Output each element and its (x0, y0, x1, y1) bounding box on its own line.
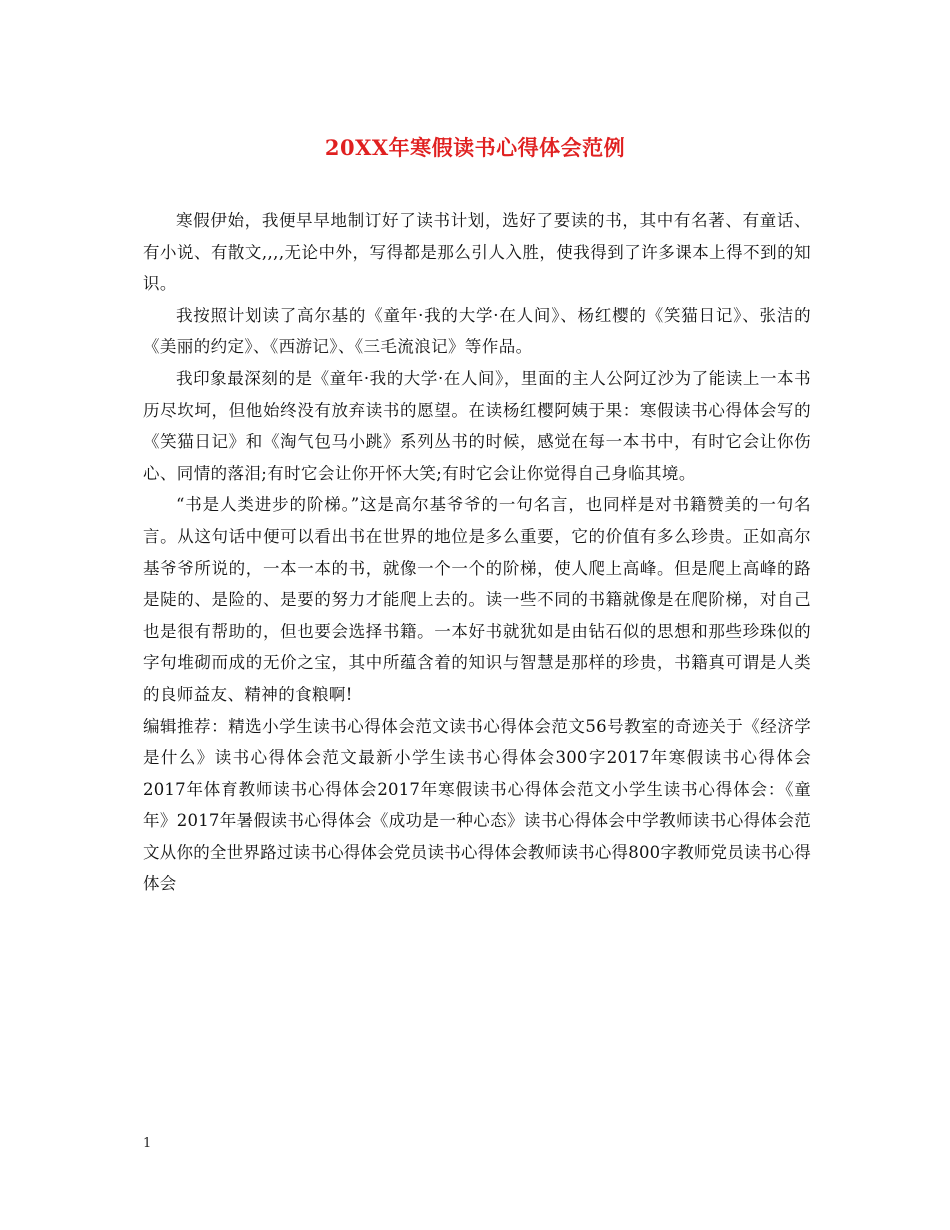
paragraph-gorky-quote: “书是人类进步的阶梯。”这是高尔基爷爷的一句名言，也同样是对书籍赞美的一句名言。从这句话中便可以看出书在世界的地位是多么重要，它的价值有多么珍贵。正如高尔基爷爷所说的，一本一本的书，就像一个一个的阶梯，使人爬上高峰。但是爬上高峰的路是陡的、是险的、是要的努力才能爬上去的。读一些不同的书籍就像是在爬阶梯，对自己也是很有帮助的，但也要会选择书籍。一本好书就犹如是由钻石似的思想和那些珍珠似的字句堆砌而成的无价之宝，其中所蕴含着的知识与智慧是那样的珍贵，书籍真可谓是人类的良师益友、精神的食粮啊! (143, 495, 811, 704)
page-number: 1 (143, 1136, 152, 1151)
document-body (143, 205, 811, 900)
paragraph-reading-list: 我按照计划读了高尔基的《童年·我的大学·在人间》、杨红樱的《笑猫日记》、张洁的《美丽的约定》、《西游记》、《三毛流浪记》等作品。 (143, 305, 811, 357)
document-title: 20XX年寒假读书心得体会范例 (324, 135, 626, 160)
paragraph-impression: 我印象最深刻的是《童年·我的大学·在人间》，里面的主人公阿辽沙为了能读上一本书历尽坎坷，但他始终没有放弃读书的愿望。在读杨红樱阿姨于果：寒假读书心得体会写的《笑猫日记》和《淘气包马小跳》系列丛书的时候，感觉在每一本书中，有时它会让你伤心、同情的落泪;有时它会让你开怀大笑;有时它会让你觉得自己身临其境。 (143, 368, 811, 483)
paragraph-intro: 寒假伊始，我便早早地制订好了读书计划，选好了要读的书，其中有名著、有童话、有小说、有散文,,,,无论中外，写得都是那么引人入胜，使我得到了许多课本上得不到的知识。 (143, 211, 811, 294)
editor-recommendation: 编辑推荐：精选小学生读书心得体会范文读书心得体会范文56号教室的奇迹关于《经济学是什么》读书心得体会范文最新小学生读书心得体会300字2017年寒假读书心得体会2017年体育教师读书心得体会2017年寒假读书心得体会范文小学生读书心得体会：《童年》2017年暑假读书心得体会《成功是一种心态》读书心得体会中学教师读书心得体会范文从你的全世界路过读书心得体会党员读书心得体会教师读书心得800字教师党员读书心得体会 (143, 716, 811, 894)
